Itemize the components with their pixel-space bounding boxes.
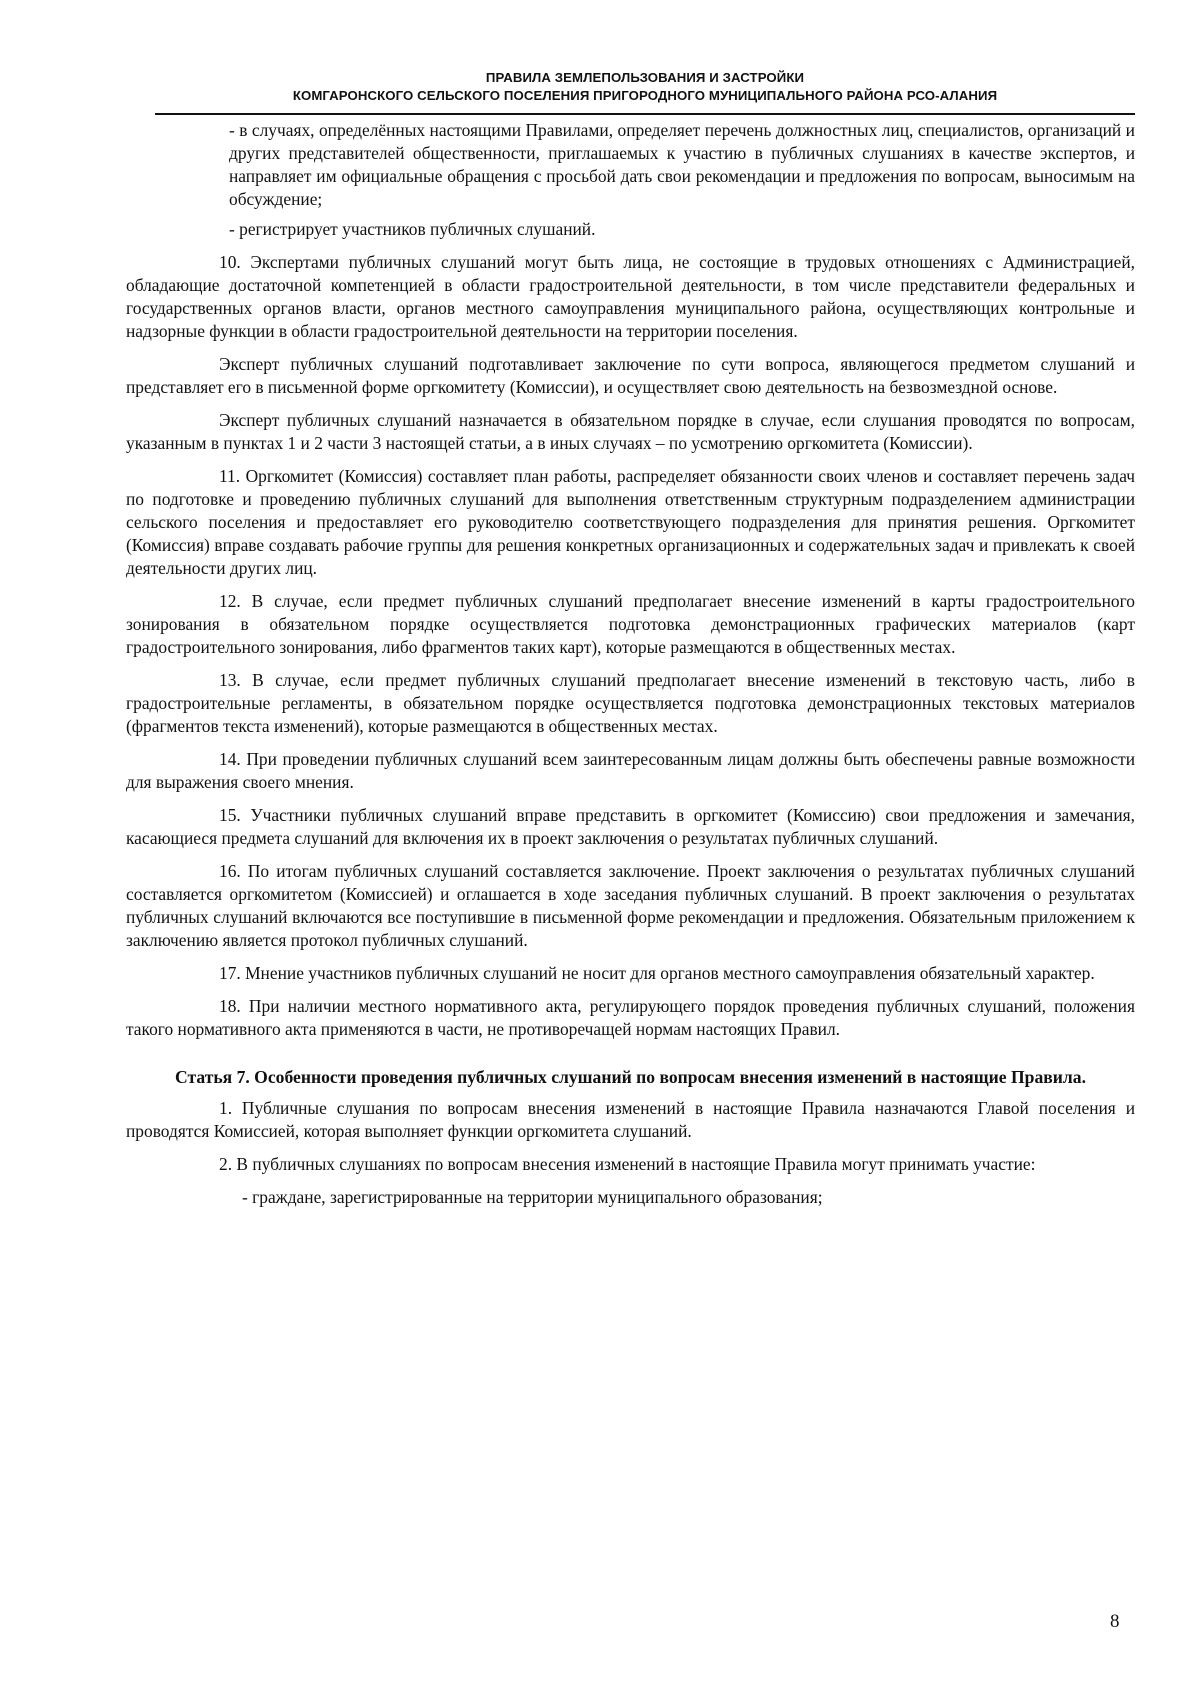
paragraph-expert-conclusion: Эксперт публичных слушаний подготавливает заключение по сути вопроса, являющегося предметом слушаний и представляет его в письменной форме оргкомитету (Комиссии), и осуществляет свою деятельность на безвозмездной основе.: [126, 354, 1135, 397]
paragraph-item-15: 15. Участники публичных слушаний вправе представить в оргкомитет (Комиссию) свои предложения и замечания, касающиеся предмета слушаний для включения их в проект заключения о результатах публичных слушаний.: [126, 805, 1135, 848]
page-number: 8: [1110, 1611, 1120, 1632]
article-7-citizens: - граждане, зарегистрированные на территории муниципального образования;: [242, 1187, 823, 1207]
article-7-item-2: 2. В публичных слушаниях по вопросам внесения изменений в настоящие Правила могут принимать участие:: [219, 1154, 1036, 1174]
paragraph-item-17: 17. Мнение участников публичных слушаний не носит для органов местного самоуправления обязательный характер.: [219, 963, 1095, 983]
paragraph-item-16: 16. По итогам публичных слушаний составляется заключение. Проект заключения о результатах публичных слушаний составляется оргкомитетом (Комиссией) и оглашается в ходе заседания публичных слушаний. В проект заключения о результатах публичных слушаний включаются все поступившие в письменной форме рекомендации и предложения. Обязательным приложением к заключению является протокол публичных слушаний.: [126, 861, 1135, 950]
paragraph-item-11: 11. Оргкомитет (Комиссия) составляет план работы, распределяет обязанности своих членов и составляет перечень задач по подготовке и проведению публичных слушаний для выполнения ответственным структурным подразделением администрации сельского поселения и предоставляет его руководителю соответствующего подразделения для принятия решения. Оргкомитет (Комиссия) вправе создавать рабочие группы для решения конкретных организационных и содержательных задач и привлекать к своей деятельности других лиц.: [126, 466, 1135, 578]
running-header: [155, 69, 1135, 105]
article-7-item-1: 1. Публичные слушания по вопросам внесения изменений в настоящие Правила назначаются Главой поселения и проводятся Комиссией, которая выполняет функции оргкомитета слушаний.: [126, 1098, 1135, 1141]
paragraph-experts-list: - в случаях, определённых настоящими Правилами, определяет перечень должностных лиц, специалистов, организаций и других представителей общественности, приглашаемых к участию в публичных слушаниях в качестве экспертов, и направляет им официальные обращения с просьбой дать свои рекомендации и предложения по вопросам, выносимым на обсуждение;: [229, 120, 1135, 209]
paragraph-item-18: 18. При наличии местного нормативного акта, регулирующего порядок проведения публичных слушаний, положения такого нормативного акта применяются в части, не противоречащей нормам настоящих Правил.: [126, 996, 1135, 1039]
document-body: [126, 119, 1135, 1219]
paragraph-item-14: 14. При проведении публичных слушаний всем заинтересованным лицам должны быть обеспечены равные возможности для выражения своего мнения.: [126, 749, 1135, 792]
paragraph-item-12: 12. В случае, если предмет публичных слушаний предполагает внесение изменений в карты градостроительного зонирования в обязательном порядке осуществляется подготовка демонстрационных графических материалов (карт градостроительного зонирования, либо фрагментов таких карт), которые размещаются в общественных местах.: [126, 591, 1135, 657]
paragraph-item-13: 13. В случае, если предмет публичных слушаний предполагает внесение изменений в текстовую часть, либо в градостроительные регламенты, в обязательном порядке осуществляется подготовка демонстрационных текстовых материалов (фрагментов текста изменений), которые размещаются в общественных местах.: [126, 670, 1135, 736]
paragraph-expert-appointment: Эксперт публичных слушаний назначается в обязательном порядке в случае, если слушания проводятся по вопросам, указанным в пунктах 1 и 2 части 3 настоящей статьи, а в иных случаях – по усмотрению оргкомитета (Комиссии).: [126, 410, 1135, 453]
paragraph-item-10: 10. Экспертами публичных слушаний могут быть лица, не состоящие в трудовых отношениях с Администрацией, обладающие достаточной компетенцией в области градостроительной деятельности, в том числе представители федеральных и государственных органов власти, органов местного самоуправления муниципального района, осуществляющих контрольные и надзорные функции в области градостроительной деятельности на территории поселения.: [126, 252, 1135, 341]
header-divider: [155, 113, 1135, 115]
header-line-1: ПРАВИЛА ЗЕМЛЕПОЛЬЗОВАНИЯ И ЗАСТРОЙКИ: [485, 70, 805, 85]
article-7-title: Статья 7. Особенности проведения публичных слушаний по вопросам внесения изменений в настоящие Правила.: [175, 1067, 1086, 1087]
header-line-2: КОМГАРОНСКОГО СЕЛЬСКОГО ПОСЕЛЕНИЯ ПРИГОРОДНОГО МУНИЦИПАЛЬНОГО РАЙОНА РСО-АЛАНИЯ: [292, 88, 998, 103]
paragraph-register-participants: - регистрирует участников публичных слушаний.: [229, 219, 596, 239]
